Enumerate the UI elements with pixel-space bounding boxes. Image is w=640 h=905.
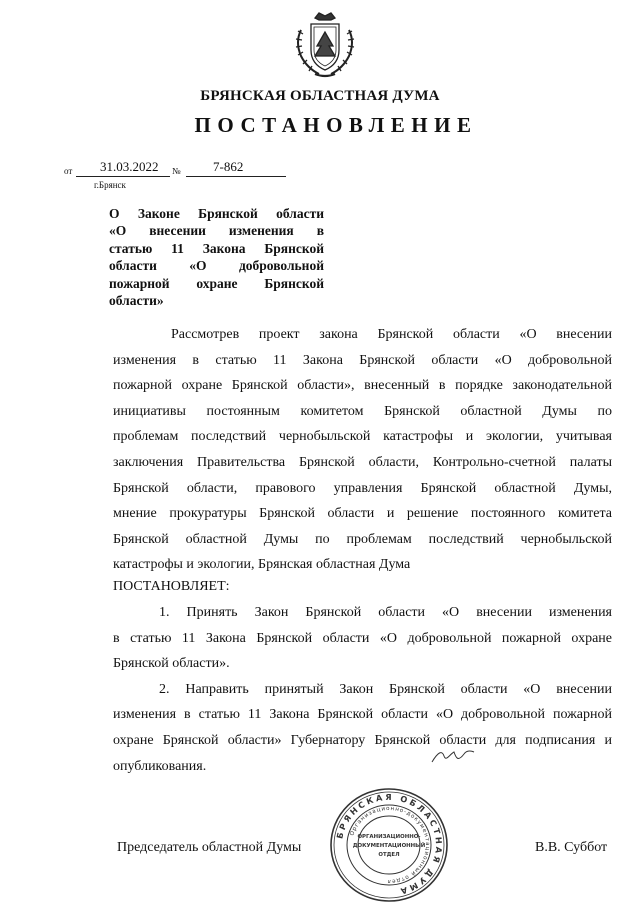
preamble-line: изменения в статью 11 Закона Брянской области «О добровольной [113, 352, 612, 368]
document-body [113, 322, 612, 779]
preamble-line: инициативы постоянным комитетом Брянской областной Думы по [113, 403, 612, 419]
item-2-line: охране Брянской области» Губернатору Брянской области для подписания и [113, 732, 612, 748]
preamble-line: Рассмотрев проект закона Брянской области «О внесении [171, 327, 612, 342]
preamble-line: пожарной охране Брянской области», внесенный в порядке законодательной [113, 378, 612, 394]
item-1-line: в статью 11 Закона Брянской области «О добровольной пожарной охране [113, 630, 612, 646]
signatory-name: В.В. Суббот [535, 840, 608, 855]
preamble-line: проблемам последствий чернобыльской катастрофы и экологии, учитывая [113, 429, 612, 445]
stamp-center-line: ДОКУМЕНТАЦИОННЫЙ [352, 843, 426, 849]
subject-line: «О внесении изменения в [109, 223, 324, 239]
organization-name: БРЯНСКАЯ ОБЛАСТНАЯ ДУМА [200, 88, 440, 104]
subject-line: О Законе Брянской области [109, 206, 324, 221]
document-subject [109, 205, 324, 309]
subject-line: статью 11 Закона Брянской [109, 240, 324, 256]
stamp-center-line: ОРГАНИЗАЦИОННО- [357, 834, 421, 840]
subject-line: области» [109, 292, 164, 308]
handwritten-signature [428, 746, 478, 768]
bryansk-coat-of-arms-icon [293, 10, 357, 80]
subject-line: пожарной охране Брянской [109, 275, 324, 291]
document-type-title: ПОСТАНОВЛЕНИЕ [194, 113, 478, 137]
number-prefix: № [172, 166, 181, 176]
stamp-center-line: ОТДЕЛ [378, 852, 400, 858]
official-stamp [328, 786, 450, 904]
preamble-line: Брянской областной Думы по проблемам последствий чернобыльской [113, 531, 612, 547]
preamble-line: мнение прокуратуры Брянской области и решение постоянного комитета [113, 506, 612, 522]
subject-line: области «О добровольной [109, 258, 324, 274]
number-underline [186, 176, 286, 177]
preamble-line: заключения Правительства Брянской области, Контрольно-счетной палаты [113, 454, 612, 470]
preamble-line: катастрофы и экологии, Брянская областная Дума [113, 557, 411, 573]
document-number: 7-862 [213, 159, 244, 174]
stamp-outer-text: БРЯНСКАЯ ОБЛАСТНАЯ ДУМА [334, 791, 445, 898]
item-2-line: 2. Направить принятый Закон Брянской области «О внесении [159, 681, 612, 697]
date-prefix: от [64, 166, 73, 176]
signatory-position: Председатель областной Думы [117, 840, 302, 855]
item-2-line: изменения в статью 11 Закона Брянской области «О добровольной пожарной [113, 707, 612, 723]
city: г.Брянск [94, 180, 126, 190]
preamble-line: Брянской области, правового управления Брянской областной Думы, [113, 480, 612, 496]
item-1-line: Брянской области». [113, 656, 230, 672]
document-date: 31.03.2022 [100, 159, 159, 174]
item-1-line: 1. Принять Закон Брянской области «О внесении изменения [159, 604, 612, 620]
resolves-heading: ПОСТАНОВЛЯЕТ: [113, 578, 230, 594]
stamp-inner-ring: Организационно-документационный отдел [349, 805, 431, 885]
item-2-line: опубликования. [113, 758, 207, 774]
date-underline [76, 176, 170, 177]
